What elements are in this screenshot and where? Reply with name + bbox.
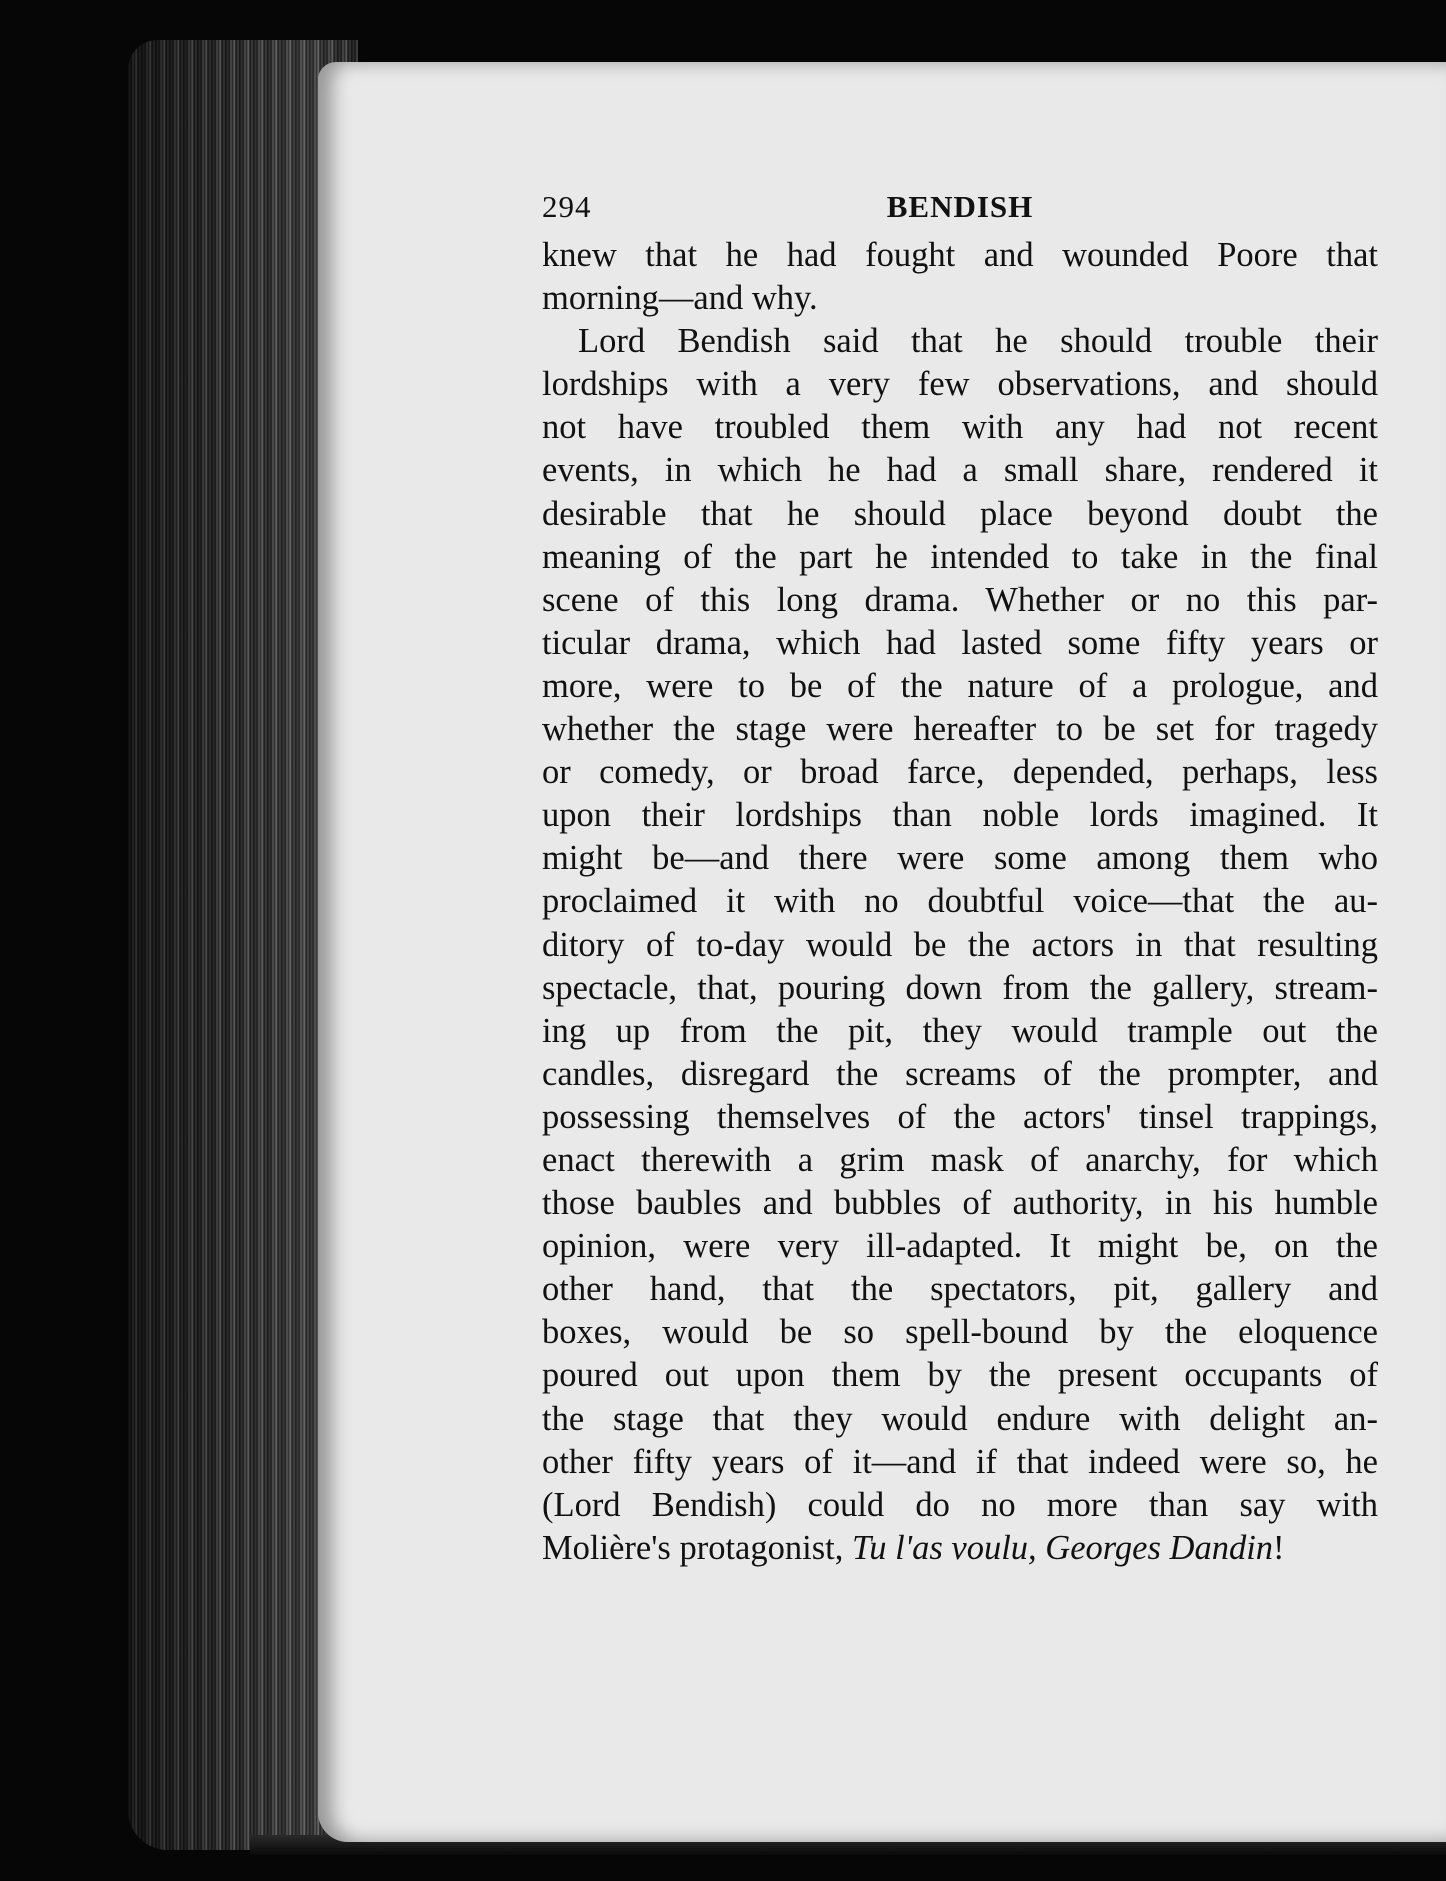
text-line: or comedy, or broad farce, depended, perhaps, less (542, 753, 1378, 792)
text-line: boxes, would be so spell-bound by the eloquence (542, 1313, 1378, 1352)
text-line: meaning of the part he intended to take in the final (542, 537, 1378, 576)
text-line: knew that he had fought and wounded Poore that (542, 236, 1378, 274)
text-line: scene of this long drama. Whether or no this par- (542, 580, 1378, 619)
text-line (542, 1527, 1378, 1570)
text-line: more, were to be of the nature of a prologue, and (542, 666, 1378, 705)
text-line: opinion, were very ill-adapted. It might be, on the (542, 1227, 1378, 1266)
running-head (542, 180, 1378, 234)
text-fragment: Molière's protagonist, (542, 1528, 852, 1567)
text-line: proclaimed it with no doubtful voice—that the au- (542, 882, 1378, 921)
text-line: not have troubled them with any had not recent (542, 408, 1378, 447)
text-line: candles, disregard the screams of the prompter, and (542, 1054, 1378, 1093)
text-line: other hand, that the spectators, pit, gallery and (542, 1270, 1378, 1309)
text-line: ing up from the pit, they would trample out the (542, 1011, 1378, 1050)
text-line: events, in which he had a small share, rendered it (542, 451, 1378, 490)
italic-quote: Tu l'as voulu, Georges Dandin (851, 1528, 1274, 1567)
text-line: Lord Bendish said that he should trouble their (578, 322, 1378, 361)
text-line: (Lord Bendish) could do no more than say with (542, 1485, 1378, 1524)
text-line: might be—and there were some among them who (542, 839, 1378, 878)
text-line: upon their lordships than noble lords imagined. It (542, 796, 1378, 835)
text-line: ditory of to-day would be the actors in that resulting (542, 925, 1378, 964)
text-fragment: ! (1273, 1528, 1285, 1567)
text-line: lordships with a very few observations, and should (542, 365, 1378, 404)
text-line: spectacle, that, pouring down from the gallery, stream- (542, 968, 1378, 1007)
text-line: other fifty years of it—and if that indeed were so, he (542, 1442, 1378, 1481)
text-block (542, 180, 1378, 1570)
text-line: poured out upon them by the present occupants of (542, 1356, 1378, 1395)
body-text (542, 234, 1378, 1570)
paragraph-2 (542, 320, 1378, 1570)
text-line: those baubles and bubbles of authority, in his humble (542, 1184, 1378, 1223)
page (318, 62, 1446, 1842)
text-line: possessing themselves of the actors' tinsel trappings, (542, 1097, 1378, 1136)
text-line: the stage that they would endure with delight an- (542, 1399, 1378, 1438)
text-line: morning—and why. (542, 279, 818, 318)
running-title: BENDISH (886, 189, 1034, 224)
paragraph-1 (542, 234, 1378, 320)
page-number: 294 (542, 189, 592, 224)
text-line: enact therewith a grim mask of anarchy, for which (542, 1140, 1378, 1179)
text-line: ticular drama, which had lasted some fifty years or (542, 623, 1378, 662)
text-line: desirable that he should place beyond doubt the (542, 494, 1378, 533)
text-line: whether the stage were hereafter to be set for tragedy (542, 710, 1378, 749)
